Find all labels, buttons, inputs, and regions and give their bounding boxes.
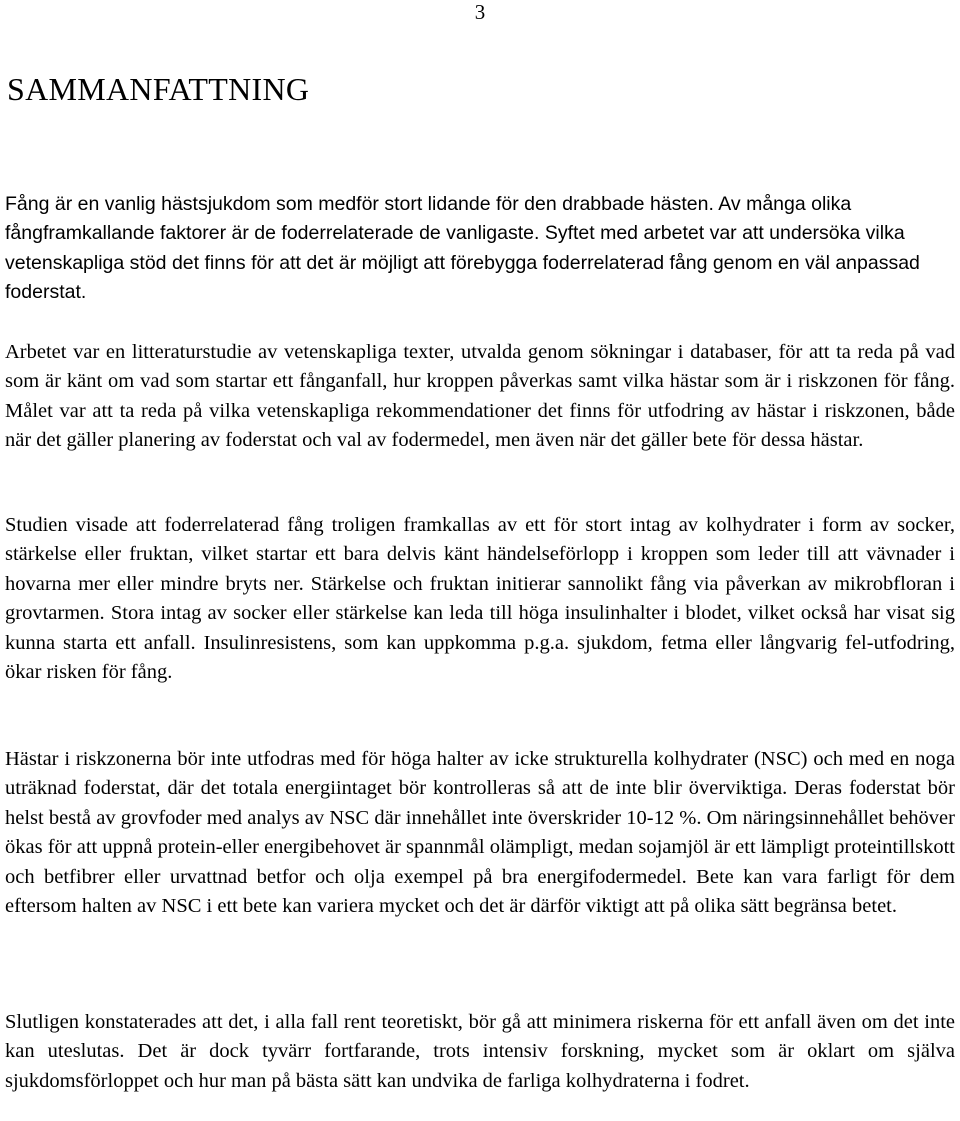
paragraph-results: Studien visade att foderrelaterad fång troligen framkallas av ett för stort intag av kolhydrater i form av socker, stärkelse eller fruktan, vilket startar ett bara delvis känt händelseförlopp i kroppen som leder till att vävnader i hovarna mer eller mindre bryts ner. Stärkelse och fruktan initierar sannolikt fång via påverkan av mikrobfloran i grovtarmen. Stora intag av socker eller stärkelse kan leda till höga insulinhalter i blodet, vilket också har visat sig kunna starta ett anfall. Insulinresistens, som kan uppkomma p.g.a. sjukdom, fetma eller långvarig fel-utfodring, ökar risken för fång.: [5, 514, 955, 684]
paragraph-method: Arbetet var en litteraturstudie av vetenskapliga texter, utvalda genom sökningar i databaser, för att ta reda på vad som är känt om vad som startar ett fånganfall, hur kroppen påverkas samt vilka hästar som är i riskzonen för fång. Målet var att ta reda på vilka vetenskapliga rekommendationer det finns för utfodring av hästar i riskzonen, både när det gäller planering av foderstat och val av fodermedel, men även när det gäller bete för dessa hästar.: [5, 341, 955, 452]
paragraph-conclusion: Slutligen konstaterades att det, i alla fall rent teoretiskt, bör gå att minimera riskerna för ett anfall även om det inte kan uteslutas. Det är dock tyvärr fortfarande, trots intensiv forskning, mycket som är oklart om själva sjukdomsförloppet och hur man på bästa sätt kan undvika de farliga kolhydraterna i fodret.: [5, 1011, 955, 1092]
paragraph-intro: Fång är en vanlig hästsjukdom som medför stort lidande för den drabbade hästen. Av många olika fångframkallande faktorer är de foderrelaterade de vanligaste. Syftet med arbetet var att undersöka vilka vetenskapliga stöd det finns för att det är möjligt att förebygga foderrelaterad fång genom en väl anpassad foderstat.: [5, 193, 920, 304]
page-title: SAMMANFATTNING: [7, 71, 310, 107]
paragraph-recommendations: Hästar i riskzonerna bör inte utfodras med för höga halter av icke strukturella kolhydrater (NSC) och med en noga uträknad foderstat, där det totala energiintaget bör kontrolleras så att de inte blir överviktiga. Deras foderstat bör helst bestå av grovfoder med analys av NSC där innehållet inte överskrider 10-12 %. Om näringsinnehållet behöver ökas för att uppnå protein-eller energibehovet är spannmål olämpligt, medan sojamjöl är ett lämpligt proteintillskott och betfibrer eller urvattnad betfor och olja exempel på bra energifodermedel. Bete kan vara farligt för dem eftersom halten av NSC i ett bete kan variera mycket och det är därför viktigt att på olika sätt begränsa betet.: [5, 748, 955, 918]
page-number: 3: [474, 0, 486, 24]
